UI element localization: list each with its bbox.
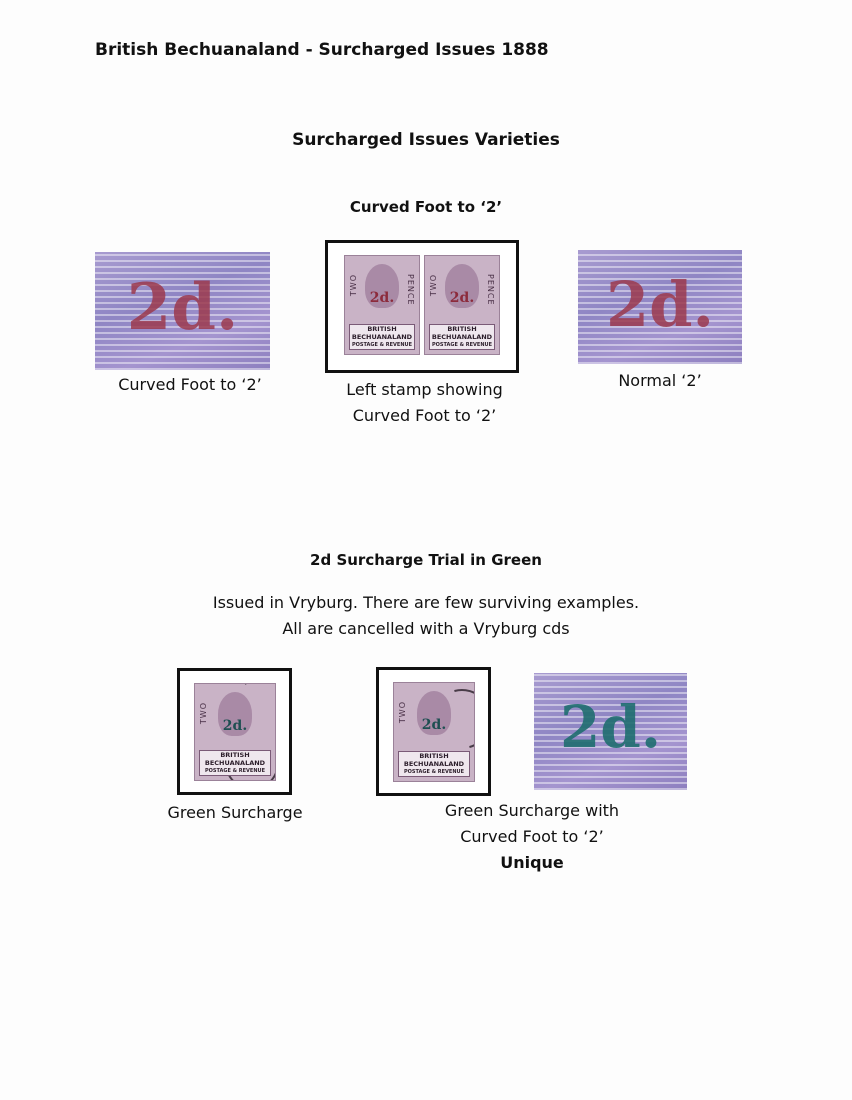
tablet-line: POSTAGE & REVENUE — [404, 769, 464, 775]
stamp-surcharge: 2d. — [369, 290, 395, 306]
tablet-line: BRITISH — [419, 752, 449, 760]
stamp-left — [344, 255, 420, 355]
stamp-surcharge: 2d. — [421, 717, 447, 733]
page-subtitle: Surcharged Issues Varieties — [292, 130, 560, 150]
green-stamp-frame-1 — [177, 668, 292, 795]
section-heading-curved-foot: Curved Foot to ‘2’ — [349, 198, 503, 216]
stamp-pair-frame — [325, 240, 519, 373]
tablet-line: BRITISH — [447, 325, 477, 333]
caption-green-surcharge: Green Surcharge — [167, 803, 303, 822]
caption-normal: Normal ‘2’ — [618, 371, 702, 390]
stamp-tablet — [199, 750, 271, 776]
stamp-surcharge: 2d. — [222, 718, 248, 734]
tablet-line: BECHUANALAND — [431, 333, 493, 341]
surcharge-glyph: 2d. — [605, 268, 715, 341]
green-stamp-frame-2 — [376, 667, 491, 796]
tablet-line: BECHUANALAND — [204, 759, 266, 767]
tablet-line: BRITISH — [220, 751, 250, 759]
zoom-image-normal — [578, 250, 742, 364]
stamp-side-text: TWO — [199, 702, 208, 725]
tablet-line: BECHUANALAND — [351, 333, 413, 341]
intro-line: Issued in Vryburg. There are few surviving examples. — [212, 593, 640, 612]
caption-stamp-pair — [312, 377, 537, 429]
tablet-line: BECHUANALAND — [403, 760, 465, 768]
caption-green-curved-foot — [412, 798, 652, 876]
stamp-green-1 — [194, 683, 276, 781]
stamp-tablet — [349, 324, 415, 350]
section-heading-green-trial: 2d Surcharge Trial in Green — [310, 551, 542, 569]
stamp-side-text: TWO — [429, 274, 438, 297]
caption-curved-foot: Curved Foot to ‘2’ — [118, 375, 262, 394]
stamp-surcharge: 2d. — [449, 290, 475, 306]
caption-unique: Unique — [500, 853, 564, 872]
stamp-green-2 — [393, 682, 475, 782]
zoom-image-green — [534, 673, 687, 790]
surcharge-glyph: 2d. — [126, 270, 239, 345]
tablet-line: POSTAGE & REVENUE — [205, 768, 265, 774]
stamp-side-text: PENCE — [406, 274, 415, 306]
intro-line: All are cancelled with a Vryburg cds — [282, 619, 570, 638]
page-title: British Bechuanaland - Surcharged Issues 1888 — [95, 40, 549, 60]
stamp-side-text: TWO — [349, 274, 358, 297]
stamp-side-text: PENCE — [486, 274, 495, 306]
caption-line: Curved Foot to ‘2’ — [352, 406, 497, 425]
surcharge-glyph: 2d. — [559, 693, 662, 761]
stamp-tablet — [398, 751, 470, 777]
tablet-line: BRITISH — [367, 325, 397, 333]
stamp-tablet — [429, 324, 495, 350]
caption-line: Green Surcharge with — [444, 801, 620, 820]
zoom-image-curved-foot — [95, 252, 270, 370]
tablet-line: POSTAGE & REVENUE — [432, 342, 492, 348]
stamp-side-text: TWO — [398, 701, 407, 724]
caption-line: Curved Foot to ‘2’ — [460, 827, 604, 846]
section-intro — [0, 590, 852, 642]
tablet-line: POSTAGE & REVENUE — [352, 342, 412, 348]
stamp-right — [424, 255, 500, 355]
caption-line: Left stamp showing — [346, 380, 503, 399]
